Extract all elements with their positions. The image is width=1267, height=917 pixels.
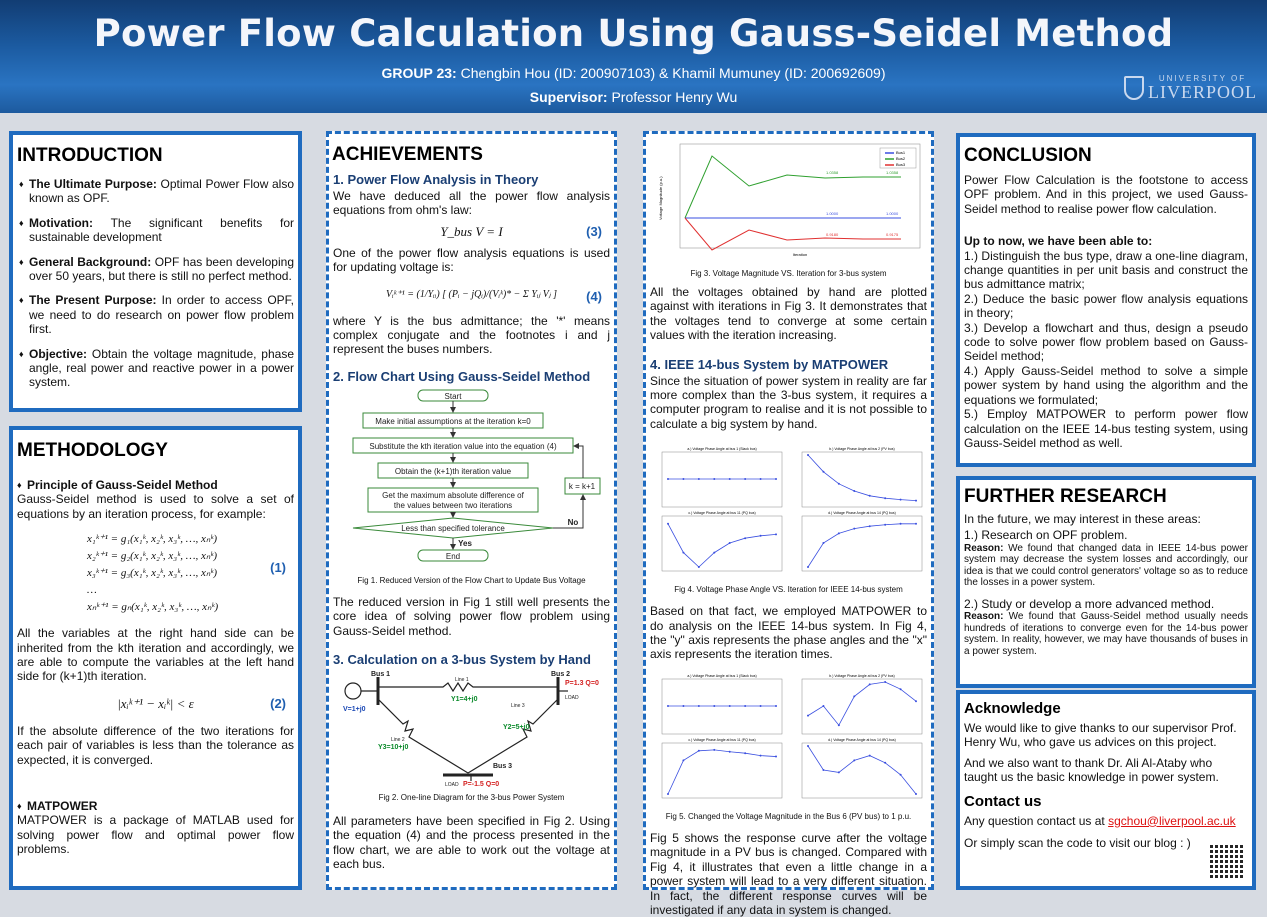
intro-item-label: Motivation: <box>29 215 93 230</box>
subplot-point <box>807 714 809 716</box>
qr-code[interactable] <box>1210 844 1244 878</box>
subplot-point <box>760 705 762 707</box>
subplot-title: d.) Voltage Phase Angle at bus 14 (PQ bus) <box>828 511 896 516</box>
intro-item <box>19 255 294 284</box>
conclusion-list <box>964 249 1248 451</box>
bus1-voltage: V=1+j0 <box>343 706 366 714</box>
contact-line <box>964 814 1248 828</box>
subplot-point <box>729 705 731 707</box>
conclusion-subtitle: Up to now, we have been able to: <box>964 234 1153 249</box>
equation-1-line: x₂ᵏ⁺¹ = g₂(x₁ᵏ, x₂ᵏ, x₃ᵏ, …, xₙᵏ) <box>87 550 218 563</box>
bus3-load-label: LOAD <box>445 782 459 788</box>
subplot-title: c.) Voltage Phase Angle at bus 11 (PQ bus) <box>688 737 756 742</box>
ach-section-1-title: 1. Power Flow Analysis in Theory <box>333 172 539 187</box>
fig3-label-2: 1.0358 <box>886 170 899 175</box>
subplot-point <box>744 752 746 754</box>
subplot-point <box>853 528 855 530</box>
subplot-frame <box>802 679 922 734</box>
line2-label: Line 2 <box>391 737 405 744</box>
subplot-point <box>775 478 777 480</box>
flow-yes-label: Yes <box>458 538 472 548</box>
email-link[interactable]: sgchou@liverpool.ac.uk <box>1108 813 1236 828</box>
res-para-3: Based on that fact, we employed MATPOWER to do analysis on the IEEE 14-bus system. In Fig 4, the "y" axis represents the phase angles and the "x" axis represents the iteration times. <box>650 604 927 662</box>
fig3-legend-3: Bus3 <box>896 162 906 167</box>
subplot-point <box>884 497 886 499</box>
subplot-point <box>807 454 809 456</box>
subplot-frame <box>662 743 782 798</box>
subplot-point <box>838 724 840 726</box>
fig3-chart <box>650 138 925 266</box>
subplot-point <box>900 523 902 525</box>
fig4-caption: Fig 4. Voltage Phase Angle VS. Iteration for IEEE 14-bus system <box>674 585 903 595</box>
equation-3-text: Y_bus V = I <box>440 223 503 239</box>
supervisor-label: Supervisor: <box>529 89 608 105</box>
conclusion-item: 4.) Apply Gauss-Seidel method to solve a simple power system by hand using the algorithm and the equations we formulated; <box>964 363 1248 407</box>
res-para-4: Fig 5 shows the response curve after the voltage magnitude in a PV bus is changed. Compared with Fig 4, it illustrates that even a little change in a power system will lead to a very different situation. In fact, the different response curves will be investigated if any data in system is changed. <box>650 830 927 917</box>
conclusion-item: 3.) Develop a flowchart and thus, design a pseudo code to solve power flow problem based on Gauss-Seidel method; <box>964 320 1248 364</box>
fig3-label-6: 0.9175 <box>886 232 899 237</box>
subplot-point <box>667 705 669 707</box>
subplot-point <box>682 478 684 480</box>
acknowledge-panel <box>956 690 1256 890</box>
poster-title: Power Flow Calculation Using Gauss-Seidel Method <box>93 12 1174 55</box>
method-para-3: If the absolute difference of the two iterations for each pair of variables is less than the tolerance as expected, it is converged. <box>17 723 294 767</box>
subplot-title: b.) Voltage Phase Angle at bus 2 (PV bus) <box>829 447 895 452</box>
subplot-point <box>713 552 715 554</box>
subplot-point <box>682 705 684 707</box>
group-label: GROUP 23: <box>381 65 457 81</box>
equation-3-number: (3) <box>586 223 602 239</box>
res-para-2: Since the situation of power system in reality are far more complex than the 3-bus system, it requires a computer program to realise and it is not possible to calculate a big system by hand. <box>650 373 927 431</box>
authors: Chengbin Hou (ID: 200907103) & Khamil Mumuney (ID: 200692609) <box>460 65 886 81</box>
ach-para-4: The reduced version in Fig 1 still well presents the core idea of solving power flow problem using Gauss-Seidel method. <box>333 594 610 638</box>
subplot-point <box>822 769 824 771</box>
fig3-xlabel: Iteration <box>792 252 808 257</box>
contact-title: Contact us <box>964 792 1042 810</box>
further-item-1: 1.) Research on OPF problem. <box>964 528 1128 543</box>
equation-1-line: xₙᵏ⁺¹ = gₙ(x₁ᵏ, x₂ᵏ, x₃ᵏ, …, xₙᵏ) <box>87 601 219 614</box>
equation-1-line: … <box>87 584 97 597</box>
flow-no-label: No <box>567 517 579 527</box>
authors-line <box>0 65 1267 81</box>
flow-start-label: Start <box>444 391 462 401</box>
equation-4 <box>333 288 610 304</box>
subplot-point <box>915 700 917 702</box>
subplot-point <box>713 478 715 480</box>
equation-4-text: Vᵢᵏ⁺¹ = (1/Yᵢᵢ) [ (Pᵢ − jQᵢ)/(Vᵢᵏ)* − Σ Yᵢⱼ Vⱼ ] <box>385 288 558 300</box>
ack-para-1: We would like to give thanks to our supervisor Prof. Henry Wu, who gave us advices on this project. <box>964 721 1237 750</box>
further-research-title: FURTHER RESEARCH <box>964 486 1167 507</box>
subplot-point <box>698 705 700 707</box>
equation-2-text: |xᵢᵏ⁺¹ − xᵢᵏ| < ε <box>117 695 194 711</box>
introduction-title: INTRODUCTION <box>17 145 163 166</box>
subplot-point <box>775 534 777 536</box>
subplot-point <box>869 495 871 497</box>
subplot-point <box>822 705 824 707</box>
reason-2-label: Reason: <box>964 611 1004 623</box>
introduction-list <box>13 177 298 390</box>
contact-text: Any question contact us at <box>964 813 1109 828</box>
reason-2-text: We found that Gauss-Seidel method usually needs hundreds of iterations to converge even for the 14-bus power system. In reality, however, we may have thousands of buses in a power system. <box>964 611 1249 657</box>
ach-para-3: where Y is the bus admittance; the '*' means complex conjugate and the footnotes i and j represent the buses numbers. <box>333 313 610 357</box>
equation-1 <box>17 531 294 616</box>
subplot-point <box>900 499 902 501</box>
intro-item-text: OPF has been developing over 50 years, but there is still no perfect method. <box>29 254 294 284</box>
subplot-point <box>869 683 871 685</box>
subplot-title: a.) Voltage Phase Angle at bus 1 (Slack bus) <box>687 673 757 678</box>
fig5-caption: Fig 5. Changed the Voltage Magnitude in the Bus 6 (PV bus) to 1 p.u. <box>665 811 912 821</box>
equation-1-number: (1) <box>270 560 286 576</box>
intro-item-text: Obtain the voltage magnitude, phase angle, real power and reactive power in a power system. <box>29 346 294 390</box>
subplot-point <box>744 478 746 480</box>
methodology-panel <box>9 426 302 890</box>
intro-item-label: General Background: <box>29 254 152 269</box>
intro-item-text: The significant benefits for sustainable development <box>29 215 294 245</box>
equation-3 <box>333 224 610 240</box>
subplot-point <box>838 771 840 773</box>
ack-para-2: And we also want to thank Dr. Ali Al-Ataby who taught us the basic knowledge in power system. <box>964 755 1219 785</box>
equation-2-number: (2) <box>270 695 286 711</box>
subplot-point <box>838 483 840 485</box>
introduction-panel <box>9 131 302 412</box>
ach-section-3-title: 3. Calculation on a 3-bus System by Hand <box>333 652 591 668</box>
achievements-panel <box>326 131 617 890</box>
further-intro: In the future, we may interest in these areas: <box>964 512 1201 526</box>
line2-admittance: Y3=10+j0 <box>378 744 409 752</box>
subplot-point <box>760 478 762 480</box>
fig2-caption: Fig 2. One-line Diagram for the 3-bus Power System <box>378 793 565 803</box>
subplot-point <box>775 755 777 757</box>
conclusion-item: 2.) Deduce the basic power flow analysis equations in theory; <box>964 291 1248 321</box>
subplot-point <box>822 471 824 473</box>
subplot-point <box>698 478 700 480</box>
subplot-point <box>853 695 855 697</box>
subplot-point <box>760 535 762 537</box>
subplot-point <box>822 542 824 544</box>
bus3-power: P=-1.5 Q=0 <box>463 781 500 788</box>
flow-k-label: k = k+1 <box>568 481 596 491</box>
subplot-point <box>729 542 731 544</box>
subplot-frame <box>802 452 922 507</box>
subplot-point <box>853 759 855 761</box>
equation-1-line: x₃ᵏ⁺¹ = g₃(x₁ᵏ, x₂ᵏ, x₃ᵏ, …, xₙᵏ) <box>87 567 218 580</box>
subplot-title: a.) Voltage Phase Angle at bus 1 (Slack bus) <box>687 447 757 452</box>
fig3-ylabel: Voltage Magnitude (p.u.) <box>658 176 663 220</box>
subplot-point <box>744 537 746 539</box>
equation-1-lines <box>87 531 294 616</box>
conclusion-panel <box>956 133 1256 467</box>
intro-item-label: The Ultimate Purpose: <box>29 177 157 191</box>
conclusion-item: 1.) Distinguish the bus type, draw a one-line diagram, change quantities in per unit basis and construct the bus admittance matrix; <box>964 248 1248 292</box>
intro-item <box>19 177 294 206</box>
subplot-point <box>869 525 871 527</box>
fig3-label-4: 1.0000 <box>886 211 899 216</box>
blog-text: Or simply scan the code to visit our blog : ) <box>964 836 1191 851</box>
acknowledge-title: Acknowledge <box>964 700 1061 717</box>
subplot-point <box>915 523 917 525</box>
methodology-title: METHODOLOGY <box>17 440 168 461</box>
line1-label: Line 1 <box>455 677 469 684</box>
subplot-frame <box>662 516 782 571</box>
subplot-point <box>729 478 731 480</box>
intro-item <box>19 347 294 390</box>
supervisor-name: Professor Henry Wu <box>611 89 738 105</box>
achievements-title: ACHIEVEMENTS <box>332 144 483 165</box>
fig3-label-1: 1.0358 <box>826 170 839 175</box>
subplot-point <box>667 478 669 480</box>
equation-2 <box>17 696 294 712</box>
subplot-point <box>884 762 886 764</box>
equation-1-line: x₁ᵏ⁺¹ = g₁(x₁ᵏ, x₂ᵏ, x₃ᵏ, …, xₙᵏ) <box>87 533 218 546</box>
intro-item-text: Optimal Power Flow also known as OPF. <box>29 177 294 206</box>
bus2-power: P=1.3 Q=0 <box>565 680 599 688</box>
subplot-point <box>884 524 886 526</box>
ach-section-2-title: 2. Flow Chart Using Gauss-Seidel Method <box>333 368 591 384</box>
further-item-2: 2.) Study or develop a more advanced method. <box>964 596 1215 611</box>
fig3-legend-1: Bus1 <box>896 150 906 155</box>
subplot-point <box>713 705 715 707</box>
res-para-1: All the voltages obtained by hand are plotted against with iterations in Fig 3. It demonstrates that the voltages tend to converge at some certain values with the iteration increasing. <box>650 285 927 343</box>
subplot-point <box>915 500 917 502</box>
res-section-4-title: 4. IEEE 14-bus System by MATPOWER <box>650 356 889 372</box>
line1-admittance: Y1=4+j0 <box>451 696 478 704</box>
intro-item-label: Objective: <box>29 346 88 361</box>
subplot-point <box>667 523 669 525</box>
method-para-4: MATPOWER is a package of MATLAB used for solving power flow and optimal power flow problems. <box>17 813 294 857</box>
line3-admittance: Y2=5+j0 <box>503 724 530 732</box>
subplot-frame <box>662 679 782 734</box>
university-logo <box>1124 74 1257 101</box>
flow-end-label: End <box>445 551 461 561</box>
ach-para-2: One of the power flow analysis equations is used for updating voltage is: <box>333 245 610 275</box>
intro-item <box>19 293 294 336</box>
ach-para-5: All parameters have been specified in Fig 2. Using the equation (4) and the process presented in the flow chart, we are able to work out the voltage at each bus. <box>333 814 610 872</box>
fig4-chart <box>650 441 927 582</box>
conclusion-title: CONCLUSION <box>964 145 1092 166</box>
subplot-point <box>682 759 684 761</box>
intro-item-text: In order to access OPF, we need to do research on power flow problem first. <box>29 293 295 337</box>
intro-item <box>19 216 294 245</box>
bus3-label: Bus 3 <box>493 763 513 771</box>
bus1-label: Bus 1 <box>371 671 391 679</box>
fig3-caption: Fig 3. Voltage Magnitude VS. Iteration for 3-bus system <box>690 269 887 278</box>
fig5-chart <box>650 668 927 809</box>
flow-box-4-label-a: Get the maximum absolute difference of <box>382 490 524 500</box>
subplot-point <box>760 754 762 756</box>
intro-item-label: The Present Purpose: <box>29 293 157 308</box>
subplot-title: c.) Voltage Phase Angle at bus 11 (PQ bus) <box>688 511 756 516</box>
subplot-point <box>775 705 777 707</box>
method-subtitle-gs: ♦ Principle of Gauss-Seidel Method <box>17 478 294 492</box>
subplot-point <box>807 566 809 568</box>
flow-chart <box>333 386 608 566</box>
fig1-caption: Fig 1. Reduced Version of the Flow Chart to Update Bus Voltage <box>357 575 586 585</box>
method-para-2: All the variables at the right hand side can be inherited from the kth iteration and accordingly, we are able to compute the variables at the left hand side for (k+1)th iteration. <box>17 626 294 684</box>
flow-box-4-label-b: the values between two iterations <box>393 500 513 510</box>
fig3-legend-2: Bus2 <box>896 156 906 161</box>
logo-top-text: UNIVERSITY OF <box>1158 74 1247 83</box>
flow-box-2-label: Substitute the kth iteration value into the equation (4) <box>369 441 557 451</box>
flow-box-1-label: Make initial assumptions at the iteration k=0 <box>375 416 531 426</box>
subplot-point <box>884 681 886 683</box>
subplot-point <box>869 754 871 756</box>
reason-1-text: We found that changed data in IEEE 14-bus power system may decrease the system losses and accordingly, our idea is that we could control generators' voltage so as to reduce the losses in a power system. <box>964 542 1249 589</box>
flow-box-3-label: Obtain the (k+1)th iteration value <box>394 466 512 476</box>
conclusion-para: Power Flow Calculation is the footstone to access OPF problem. And in this project, we used Gauss-Seidel method to realise power flow calculation. <box>964 173 1248 216</box>
further-research-panel <box>956 476 1256 688</box>
subplot-frame <box>802 516 922 571</box>
subplot-point <box>838 533 840 535</box>
subplot-title: d.) Voltage Phase Angle at bus 14 (PQ bus) <box>828 737 896 742</box>
subplot-point <box>915 793 917 795</box>
logo-bottom-text: LIVERPOOL <box>1148 82 1257 102</box>
subplot-title: b.) Voltage Phase Angle at bus 2 (PV bus) <box>829 673 895 678</box>
subplot-point <box>667 793 669 795</box>
ach-para-1: We have deduced all the power flow analysis equations from ohm's law: <box>333 189 610 218</box>
subplot-frame <box>802 743 922 798</box>
results-panel <box>643 131 934 917</box>
bus2-load-label: LOAD <box>565 695 579 702</box>
fig3-label-5: 0.9180 <box>826 232 839 237</box>
subplot-point <box>744 705 746 707</box>
subplot-point <box>713 749 715 751</box>
subplot-frame <box>662 452 782 507</box>
generator-icon <box>345 683 361 699</box>
flow-decision-label: Less than specified tolerance <box>401 523 505 533</box>
equation-4-number: (4) <box>586 288 602 304</box>
poster-header <box>0 0 1267 113</box>
fig3-label-3: 1.0000 <box>826 211 839 216</box>
line3-label: Line 3 <box>511 703 525 710</box>
supervisor-line <box>0 89 1267 105</box>
subplot-point <box>853 490 855 492</box>
bus2-label: Bus 2 <box>551 671 571 679</box>
three-bus-diagram <box>333 669 608 787</box>
subplot-point <box>698 566 700 568</box>
subplot-point <box>807 745 809 747</box>
subplot-point <box>698 750 700 752</box>
subplot-point <box>900 774 902 776</box>
crest-icon <box>1124 76 1144 100</box>
subplot-point <box>729 751 731 753</box>
subplot-point <box>682 552 684 554</box>
subplot-point <box>900 688 902 690</box>
reason-1-label: Reason: <box>964 542 1004 554</box>
conclusion-item: 5.) Employ MATPOWER to perform power flow calculation on the IEEE 14-bus testing system, using Gauss-Seidel method as well. <box>964 407 1248 450</box>
method-subtitle-matpower: ♦ MATPOWER <box>17 799 294 813</box>
method-para-1: Gauss-Seidel method is used to solve a set of equations by an iteration process, for example: <box>17 492 294 521</box>
